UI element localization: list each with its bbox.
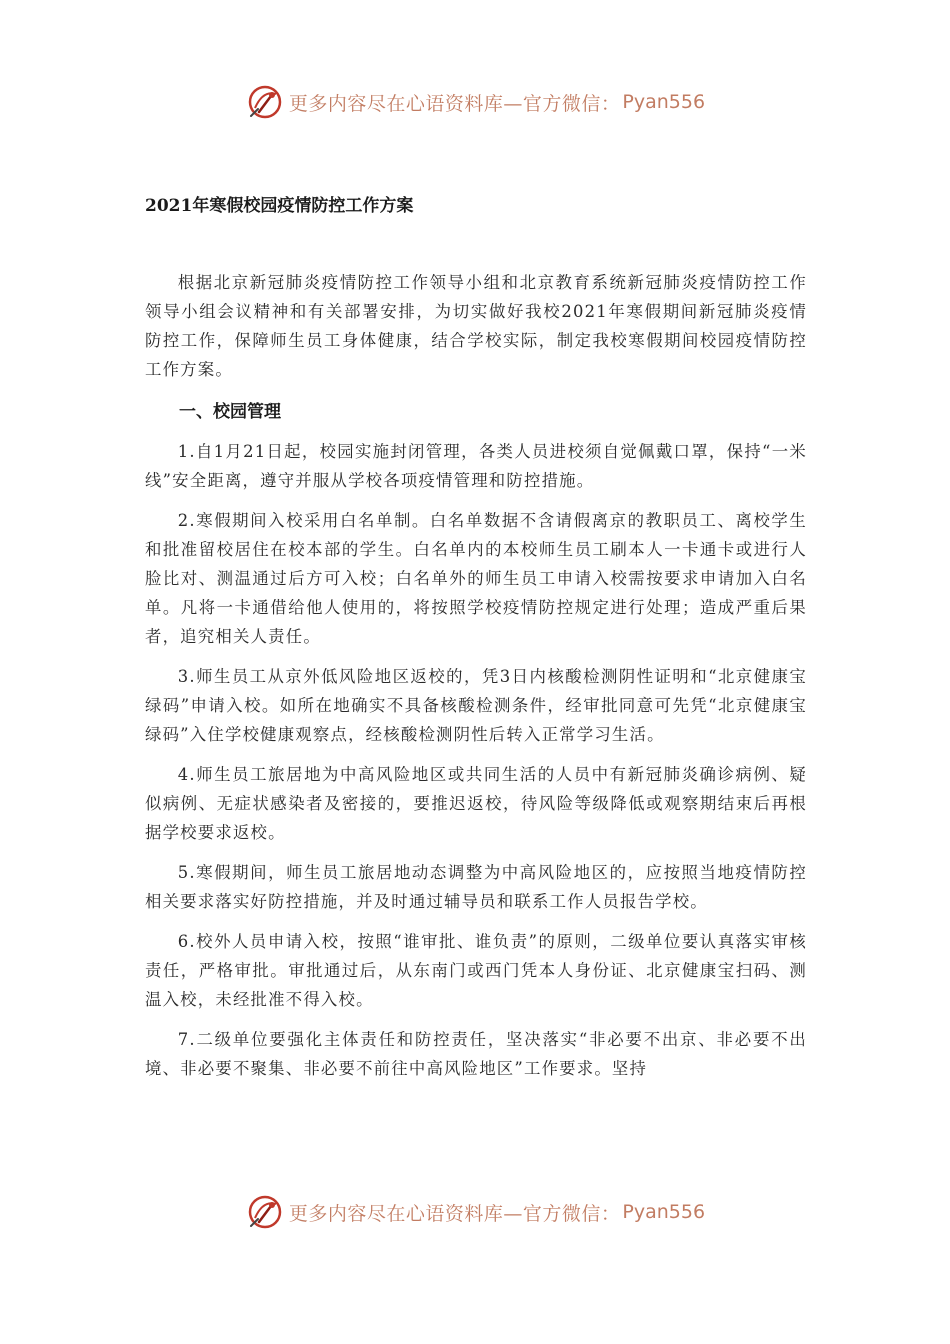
banner-wechat-id: Pyan556: [622, 1201, 706, 1223]
brand-logo-icon: [245, 1192, 285, 1232]
list-item: 3.师生员工从京外低风险地区返校的，凭3日内核酸检测阴性证明和“北京健康宝绿码”申请入校。如所在地确实不具备核酸检测条件，经审批同意可先凭“北京健康宝绿码”入住学校健康观察点，经核酸检测阴性后转入正常学习生活。: [145, 667, 807, 744]
banner-wechat-id: Pyan556: [622, 91, 706, 113]
list-item: 5.寒假期间，师生员工旅居地动态调整为中高风险地区的，应按照当地疫情防控相关要求落实好防控措施，并及时通过辅导员和联系工作人员报告学校。: [145, 863, 807, 911]
footer-banner: [0, 1190, 950, 1234]
list-item: 7.二级单位要强化主体责任和防控责任，坚决落实“非必要不出京、非必要不出境、非必要不聚集、非必要不前往中高风险地区”工作要求。坚持: [145, 1030, 807, 1078]
list-item: 2.寒假期间入校采用白名单制。白名单数据不含请假离京的教职员工、离校学生和批准留校居住在校本部的学生。白名单内的本校师生员工刷本人一卡通卡或进行人脸比对、测温通过后方可入校；白名单外的师生员工申请入校需按要求申请加入白名单。凡将一卡通借给他人使用的，将按照学校疫情防控规定进行处理；造成严重后果者，追究相关人责任。: [145, 511, 807, 646]
section-heading: 一、校园管理: [179, 402, 281, 422]
brand-logo-icon: [245, 82, 285, 122]
intro-paragraph: 根据北京新冠肺炎疫情防控工作领导小组和北京教育系统新冠肺炎疫情防控工作领导小组会议精神和有关部署安排，为切实做好我校2021年寒假期间新冠肺炎疫情防控工作，保障师生员工身体健康，结合学校实际，制定我校寒假期间校园疫情防控工作方案。: [145, 273, 807, 379]
document-body: [145, 268, 807, 1094]
list-item: 4.师生员工旅居地为中高风险地区或共同生活的人员中有新冠肺炎确诊病例、疑似病例、无症状感染者及密接的，要推迟返校，待风险等级降低或观察期结束后再根据学校要求返校。: [145, 765, 807, 842]
document-title: 2021年寒假校园疫情防控工作方案: [145, 196, 414, 216]
list-item: 6.校外人员申请入校，按照“谁审批、谁负责”的原则，二级单位要认真落实审核责任，严格审批。审批通过后，从东南门或西门凭本人身份证、北京健康宝扫码、测温入校，未经批准不得入校。: [145, 932, 807, 1009]
banner-text: 更多内容尽在心语资料库—官方微信：: [288, 1202, 621, 1225]
list-item: 1.自1月21日起，校园实施封闭管理，各类人员进校须自觉佩戴口罩，保持“一米线”安全距离，遵守并服从学校各项疫情管理和防控措施。: [145, 442, 807, 490]
header-banner: [0, 80, 950, 124]
banner-text: 更多内容尽在心语资料库—官方微信：: [288, 92, 621, 115]
